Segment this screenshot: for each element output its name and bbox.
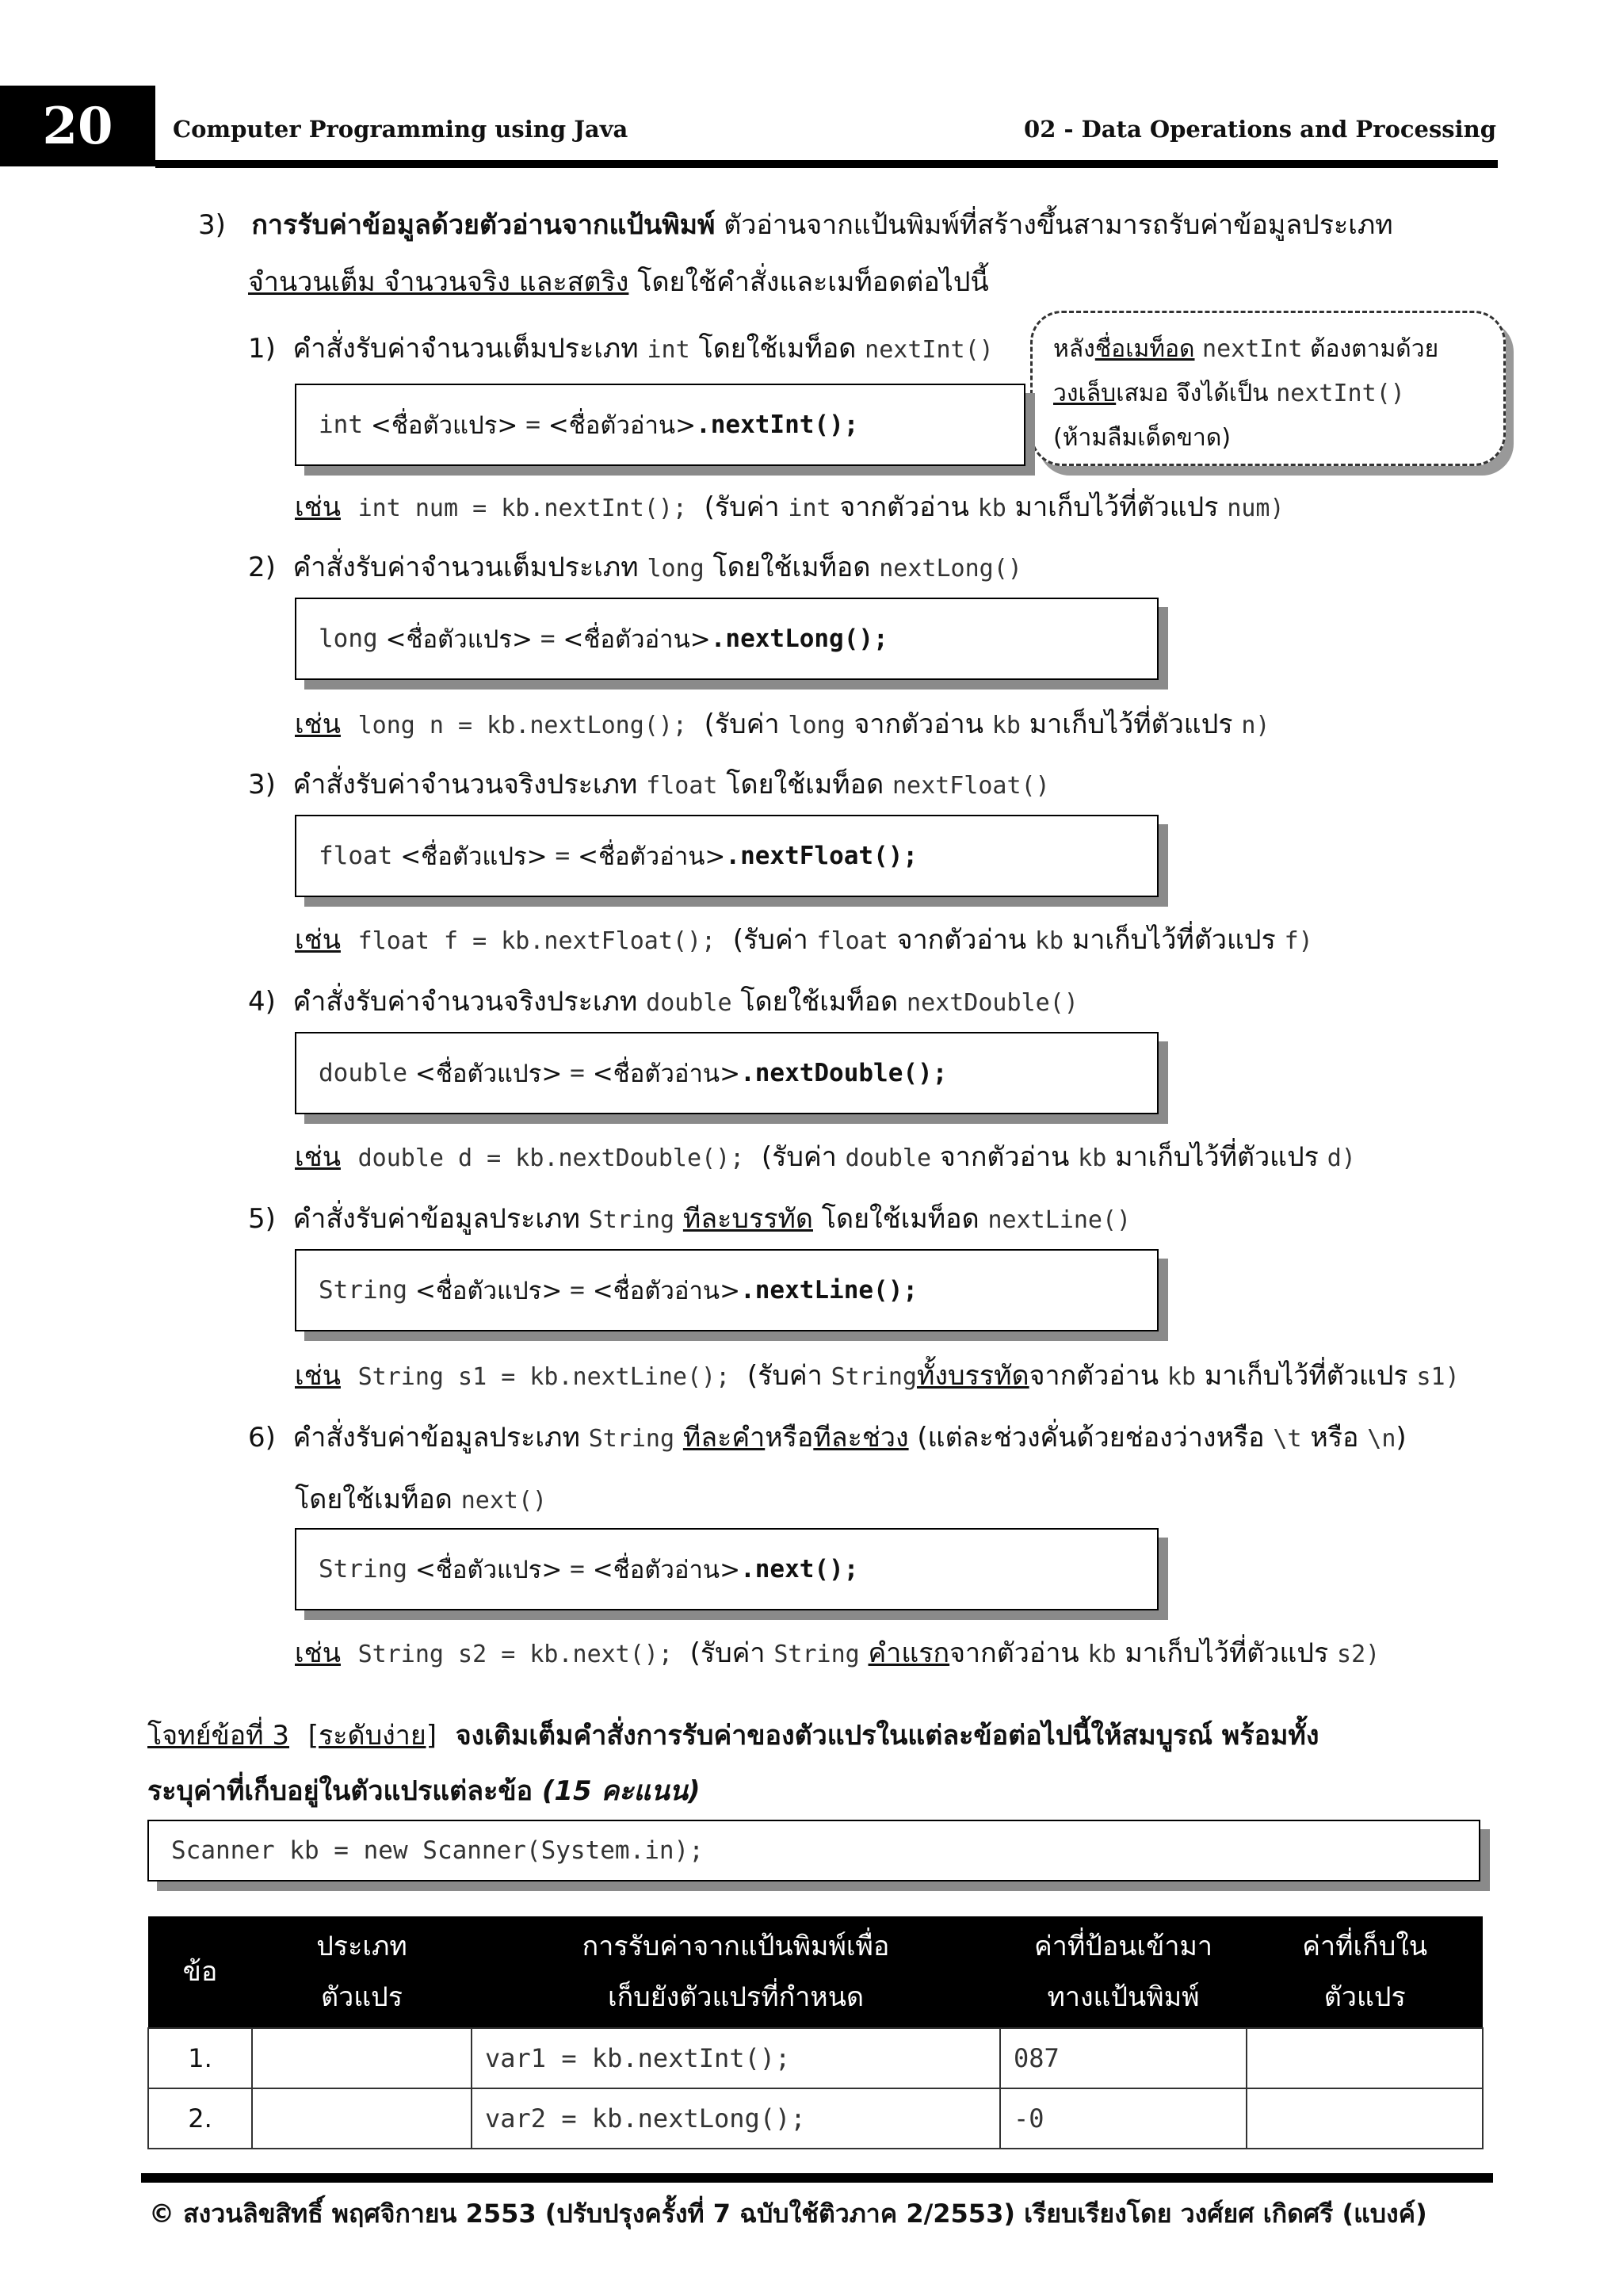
syntax-eq: = [555,842,571,870]
item-text: โดยใช้เมท็อด [295,1484,453,1515]
item-3-example [295,923,1313,959]
item-method: next() [460,1487,548,1515]
example-label: เช่น [295,491,341,523]
example-text: จากตัวอ่าน [939,1141,1070,1173]
scanner-code-box [147,1820,1480,1881]
syntax-eq: = [570,1276,585,1305]
item-text: คำสั่งรับค่าจำนวนเต็มประเภท [292,552,639,583]
syntax-eq: = [570,1059,585,1087]
example-text: (รับค่า [761,1141,837,1173]
item-text: หรือ [765,1422,814,1454]
row-input: -0 [1000,2088,1247,2149]
example-label: เช่น [295,1360,341,1392]
example-text: มาเก็บไว้ที่ตัวแปร [1029,709,1233,740]
item-2-description [248,550,1022,586]
item-text: คำสั่งรับค่าจำนวนจริงประเภท [292,769,638,800]
item-type: String [588,1206,675,1234]
example-reader: kb [1034,927,1064,955]
example-reader: kb [991,712,1021,739]
syntax-var: <ชื่อตัวแปร> [414,1556,563,1584]
example-text: (รับค่า [704,491,780,523]
syntax-reader: <ชื่อตัวอ่าน> [563,625,711,654]
item-method: nextDouble() [907,989,1079,1017]
book-title: Computer Programming using Java [173,116,628,143]
item-text: โดยใช้เมท็อด [821,1203,980,1235]
section-types-underlined: จำนวนเต็ม จำนวนจริง และสตริง [248,266,629,298]
row-no: 2. [148,2088,252,2149]
footer-rule [141,2173,1493,2183]
example-text: (รับค่า [732,924,808,956]
chapter-title: 02 - Data Operations and Processing [1024,116,1496,143]
example-label: เช่น [295,1637,341,1669]
item-text: หรือ [1310,1422,1359,1454]
syntax-type: double [319,1059,407,1087]
example-type: float [816,927,888,955]
syntax-call: .nextFloat(); [725,842,918,870]
example-text: (รับค่า [747,1360,823,1392]
example-code: int num = kb.nextInt(); [357,495,687,522]
item-method: nextLine() [987,1206,1132,1234]
table-row [148,2028,1483,2088]
example-label: เช่น [295,924,341,956]
example-code: String s1 = kb.nextLine(); [357,1363,731,1391]
callout-code: nextInt() [1276,380,1405,407]
item-method: nextInt() [865,336,994,364]
row-type-blank[interactable] [252,2088,472,2149]
syntax-var: <ชื่อตัวแปร> [385,625,533,654]
item-underlined: ทีละช่วง [813,1422,909,1454]
item-number: 4) [248,986,276,1018]
syntax-type: int [319,411,363,439]
item-6-syntax-box [295,1528,1159,1610]
section-intro-line2 [248,265,989,300]
example-text: มาเก็บไว้ที่ตัวแปร [1204,1360,1408,1392]
syntax-eq: = [570,1555,585,1584]
section-number: 3) [198,209,226,241]
callout-line-2 [1053,372,1483,416]
example-type: String [831,1363,917,1391]
row-no: 1. [148,2028,252,2088]
exercise-score: (15 คะแนน) [541,1775,701,1807]
syntax-reader: <ชื่อตัวอ่าน> [578,842,726,871]
example-label: เช่น [295,709,341,740]
item-number: 6) [248,1422,276,1454]
item-underlined: ทีละบรรทัด [682,1203,813,1235]
item-type: float [646,772,718,800]
header-input-code: การรับค่าจากแป้นพิมพ์เพื่อ เก็บยังตัวแปรที่กำหนด [472,1916,1000,2028]
example-text: จากตัวอ่าน [839,491,969,523]
syntax-call: .next(); [740,1555,859,1584]
syntax-type: String [319,1555,407,1584]
example-code: double d = kb.nextDouble(); [357,1144,745,1172]
item-4-description [248,984,1079,1021]
syntax-eq: = [525,411,540,439]
example-code: String s2 = kb.next(); [357,1641,673,1668]
callout-underlined: ชื่อเมท็อด [1094,335,1195,363]
example-text: มาเก็บไว้ที่ตัวแปร [1125,1637,1329,1669]
section-intro-rest: โดยใช้คำสั่งและเมท็อดต่อไปนี้ [637,266,989,298]
row-stored-blank[interactable] [1247,2028,1483,2088]
item-text: คำสั่งรับค่าจำนวนเต็มประเภท [292,333,639,365]
item-5-syntax-box [295,1249,1159,1331]
item-text: โดยใช้เมท็อด [726,769,884,800]
table-header-row [148,1916,1483,2028]
section-title: การรับค่าข้อมูลด้วยตัวอ่านจากแป้นพิมพ์ [251,209,716,241]
example-var: num) [1227,495,1285,522]
exercise-heading-line2 [147,1774,701,1809]
item-text: คำสั่งรับค่าข้อมูลประเภท [292,1422,580,1454]
item-text: คำสั่งรับค่าจำนวนจริงประเภท [292,986,638,1018]
row-input: 087 [1000,2028,1247,2088]
syntax-reader: <ชื่อตัวอ่าน> [592,1060,741,1088]
item-3-syntax-box [295,815,1159,897]
table-row [148,2088,1483,2149]
example-text: มาเก็บไว้ที่ตัวแปร [1071,924,1276,956]
item-4-example [295,1140,1356,1176]
section-intro: ตัวอ่านจากแป้นพิมพ์ที่สร้างขึ้นสามารถรับค่าข้อมูลประเภท [724,209,1393,241]
example-text: จากตัวอ่าน [1029,1360,1159,1392]
syntax-type: long [319,625,378,653]
item-number: 5) [248,1203,276,1235]
syntax-var: <ชื่อตัวแปร> [414,1060,563,1088]
example-code: float f = kb.nextFloat(); [357,927,716,955]
example-var: s1) [1416,1363,1460,1391]
item-text: โดยใช้เมท็อด [712,552,871,583]
syntax-var: <ชื่อตัวแปร> [414,1277,563,1305]
example-underlined: คำแรก [868,1637,950,1669]
exercise-text: จงเติมเต็มคำสั่งการรับค่าของตัวแปรในแต่ละข้อต่อไปนี้ให้สมบูรณ์ พร้อมทั้ง [455,1720,1319,1752]
item-type: int [647,336,690,364]
example-reader: kb [1078,1144,1107,1172]
item-3-description [248,767,1050,804]
item-number: 3) [248,769,276,800]
item-number: 1) [248,333,276,365]
item-2-syntax-box [295,598,1159,680]
example-type: long [788,712,846,739]
example-text: (รับค่า [704,709,780,740]
syntax-call: .nextLong(); [710,625,888,653]
item-6-description [248,1420,1407,1457]
example-label: เช่น [295,1141,341,1173]
item-text: (แต่ละช่วงคั่นด้วยช่องว่างหรือ [917,1422,1265,1454]
syntax-call: .nextInt(); [696,411,859,439]
callout-text: หลัง [1053,335,1095,363]
item-text: โดยใช้เมท็อด [698,333,857,365]
example-reader: kb [1167,1363,1197,1391]
example-text: จากตัวอ่าน [949,1637,1079,1669]
example-text: จากตัวอ่าน [854,709,983,740]
header-stored-value: ค่าที่เก็บใน ตัวแปร [1247,1916,1483,2028]
syntax-reader: <ชื่อตัวอ่าน> [592,1277,741,1305]
example-type: double [845,1144,932,1172]
callout-text: ต้องตามด้วย [1310,335,1439,363]
item-method: nextLong() [879,555,1022,583]
example-text: จากตัวอ่าน [896,924,1027,956]
footer-copyright: © สงวนลิขสิทธิ์ พฤศจิกายน 2553 (ปรับปรุงครั้งที่ 7 ฉบับใช้ติวภาค 2/2553) เรียบเรียงโดย วงศ์ยศ เกิดศรี (แบงค์) [149,2199,1427,2229]
example-code: long n = kb.nextLong(); [357,712,687,739]
header-no: ข้อ [148,1916,252,2028]
item-5-example [295,1358,1460,1395]
example-type: String [773,1641,860,1668]
callout-text: เสมอ จึงได้เป็น [1116,380,1269,407]
exercise-heading [147,1718,1319,1753]
example-underlined: ทั้งบรรทัด [916,1360,1029,1392]
header-keyboard-input: ค่าที่ป้อนเข้ามา ทางแป้นพิมพ์ [1000,1916,1247,2028]
row-code: var1 = kb.nextInt(); [472,2028,1000,2088]
example-text: มาเก็บไว้ที่ตัวแปร [1014,491,1219,523]
syntax-call: .nextDouble(); [740,1059,948,1087]
item-escape-tab: \t [1273,1425,1302,1453]
syntax-reader: <ชื่อตัวอ่าน> [592,1556,741,1584]
row-type-blank[interactable] [252,2028,472,2088]
item-number: 2) [248,552,276,583]
section-heading [198,208,1393,243]
item-2-example [295,707,1270,743]
item-escape-newline: \n [1367,1425,1396,1453]
item-6-example [295,1636,1380,1672]
item-1-syntax-box [295,384,1025,466]
exercise-label: โจทย์ข้อที่ 3 [147,1720,290,1752]
example-var: n) [1241,712,1270,739]
page-number: 20 [0,86,155,166]
item-underlined: ทีละคำ [682,1422,766,1454]
item-type: String [588,1425,675,1453]
item-4-syntax-box [295,1032,1159,1114]
row-code: var2 = kb.nextLong(); [472,2088,1000,2149]
exercise-text: ระบุค่าที่เก็บอยู่ในตัวแปรแต่ละข้อ [147,1775,533,1807]
callout-line-3: (ห้ามลืมเด็ดขาด) [1053,424,1232,452]
item-method: nextFloat() [892,772,1050,800]
item-text: โดยใช้เมท็อด [740,986,899,1018]
item-5-description [248,1201,1131,1238]
exercise-level: [ระดับง่าย] [307,1720,437,1752]
example-var: s2) [1337,1641,1381,1668]
answer-table [147,1916,1484,2149]
item-type: long [647,555,705,583]
example-text: มาเก็บไว้ที่ตัวแปร [1115,1141,1319,1173]
row-stored-blank[interactable] [1247,2088,1483,2149]
callout-underlined: วงเล็บ [1053,380,1117,407]
item-type: double [646,989,732,1017]
example-text: (รับค่า [689,1637,766,1669]
item-text: ) [1396,1422,1407,1454]
item-text: คำสั่งรับค่าข้อมูลประเภท [292,1203,580,1235]
syntax-type: String [319,1276,407,1305]
example-type: int [788,495,831,522]
example-reader: kb [977,495,1006,522]
example-reader: kb [1087,1641,1117,1668]
item-1-example [295,490,1285,526]
example-var: d) [1327,1144,1356,1172]
callout-code: nextInt [1202,335,1303,363]
header-rule [155,160,1498,168]
callout-line-1 [1053,327,1483,372]
syntax-call: .nextLine(); [740,1276,918,1305]
syntax-eq: = [540,625,556,653]
scanner-code: Scanner kb = new Scanner(System.in); [171,1836,704,1865]
syntax-reader: <ชื่อตัวอ่าน> [548,411,697,440]
syntax-var: <ชื่อตัวแปร> [400,842,548,871]
item-1-description [248,331,994,368]
header-type: ประเภท ตัวแปร [252,1916,472,2028]
item-6-description-line2 [295,1482,547,1519]
method-parentheses-callout [1030,311,1506,466]
example-var: f) [1284,927,1313,955]
syntax-var: <ชื่อตัวแปร> [370,411,518,440]
syntax-type: float [319,842,393,870]
